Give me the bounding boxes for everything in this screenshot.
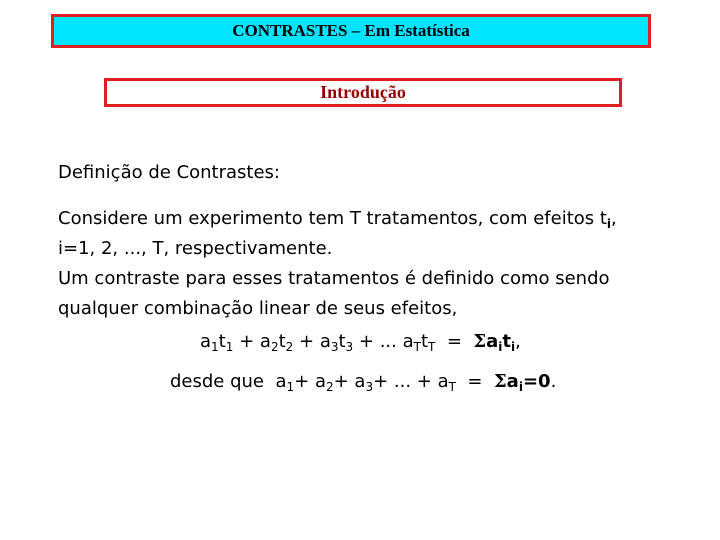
title-banner [51,14,651,48]
sigma-symbol: Σ [493,371,507,392]
definition-heading: Definição de Contrastes: [58,162,280,183]
content-body [58,158,698,324]
line-3: Um contraste para esses tratamentos é definido como sendo [58,268,610,289]
section-title: Introdução [320,82,406,102]
subtitle-banner [104,78,622,107]
definition-paragraph [58,204,698,324]
line-4: qualquer combinação linear de seus efeitos, [58,298,458,319]
line-2: i=1, 2, ..., T, respectivamente. [58,238,333,259]
line-1: Considere um experimento tem T tratamentos, com efeitos $t_i$, [58,208,617,231]
contrast-formula: $a_1t_1 + a_2t_2 + a_3t_3$ + ... $a_Tt_T = \Sigma a_it_i$, [200,331,521,354]
page-title: CONTRASTES – Em Estatística [232,21,470,40]
sigma-symbol: Σ [473,331,487,352]
constraint-formula: desde que $a_1+ a_2+ a_3+$ ... + $a_T = \Sigma a_i=0$. [170,371,557,394]
